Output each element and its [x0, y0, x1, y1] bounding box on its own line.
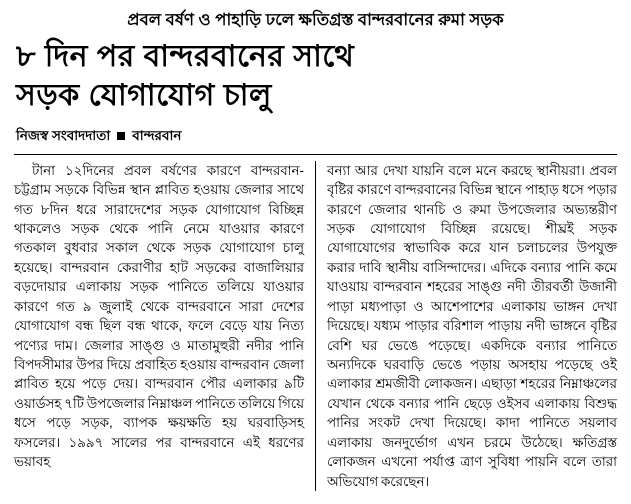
- article-body-left: টানা ১২দিনের প্রবল বর্ষণের কারণে বান্দরবান-চট্টগ্রাম সড়কে বিভিন্ন স্থান প্লাবিত হওয়ায় জেলার সাথে গত ৮দিন ধরে সারাদেশের সড়ক যোগাযোগ বিচ্ছিন্ন থাকলেও সড়ক থেকে পানি নেমে যাওয়ার কারণে গতকাল বুধবার সকাল থেকে সড়ক যোগাযোগ চালু হয়েছে। বান্দরবান কেরাণীর হাট সড়কের বাজালিয়ার বড়দোয়ার এলাকায় সড়ক পানিতে তলিয়ে যাওয়ার কারণে গত ৯ জুলাই থেকে বান্দরবানে সারা দেশের যোগাযোগ বন্ধ ছিল বন্ধ থাকে, ফলে বেড়ে যায় নিত্য পণ্যের দাম। জেলার সাঙ্গু ও মাতামুহুরী নদীর পানি বিপদসীমার উপর দিয়ে প্রবাহিত হওয়ায় বান্দরবান জেলা প্লাবিত হয়ে পড়ে দেয়। বান্দরবান পৌর এলাকার ৯টি ওয়ার্ডসহ ৭টি উপজেলার নিম্নাঞ্চল পানিতে তলিয়ে গিয়ে ধসে পড়ে সড়ক, ব্যাপক ক্ষয়ক্ষতি হয় ঘরবাড়িসহ ফসলের। ১৯৯৭ সালের পর বান্দরবানে এই ধরণের ভয়াবহ: [14, 162, 304, 470]
- headline-line-2: সড়ক যোগাযোগ চালু: [16, 78, 272, 112]
- byline-dateline: বান্দরবান: [132, 127, 182, 143]
- byline: [16, 125, 617, 148]
- header-divider: [14, 154, 617, 155]
- article-column-left: [14, 161, 315, 491]
- byline-reporter: নিজস্ব সংবাদদাতা: [16, 127, 111, 143]
- page-title: [16, 37, 617, 115]
- article-body-right: বন্যা আর দেখা যায়নি বলে মনে করছে স্থানীয়রা। প্রবল বৃষ্টির কারণে বান্দরবানের বিভিন্ন স্থানে পাহাড় ধসে পড়ার কারণে জেলার থানচি ও রুমা উপজেলার অভ্যন্তরীণ সড়ক যোগাযোগ বিচ্ছিন্ন রয়েছে। শীঘ্রই সড়ক যোগাযোগের স্বাভাবিক করে যান চলাচলের উপযুক্ত করার দাবি স্থানীয় বাসিন্দাদের। এদিকে বন্যার পানি কমে যাওয়ায় বান্দরবান শহরের সাঙ্গু নদী তীরবর্তী উজানী পাড়া মধ্যপাড়া ও আশেপাশের এলাকায় ভাঙ্গন দেখা দিয়েছে। যধ্যম পাড়ার বরিশাল পাড়ায় নদী ভাঙ্গনে বৃষ্টির বেশি ঘর ভেঙে পড়েছে। একদিকে বন্যার পানিতে অন্যদিকে ঘরবাড়ি ভেঙে পড়ায় অসহায় পড়েছে ওই এলাকার শ্রমজীবী লোকজন। এছাড়া শহরের নিম্নাঞ্চলের যেখান থেকে বন্যার পানি ছেড়ে ওইসব এলাকায় বিশুদ্ধ পানির সংকট দেখা দিয়েছে। কাদা পানিতে সয়লাব এলাকায় জনদুর্ভোগ এখন চরমে উঠেছে। ক্ষতিগ্রস্ত লোকজন এখনো পর্যাপ্ত ত্রাণ সুবিধা পায়নি বলে তারা অভিযোগ করেছেন।: [327, 162, 617, 489]
- article-kicker: প্রবল বর্ষণ ও পাহাড়ি ঢলে ক্ষতিগ্রস্ত বান্দরবানের রুমা সড়ক: [127, 11, 504, 29]
- article-column-right: [315, 161, 617, 491]
- headline-line-1: ৮ দিন পর বান্দরবানের সাথে: [16, 39, 355, 73]
- article-columns: [14, 161, 617, 491]
- bullet-square-icon: [117, 132, 125, 140]
